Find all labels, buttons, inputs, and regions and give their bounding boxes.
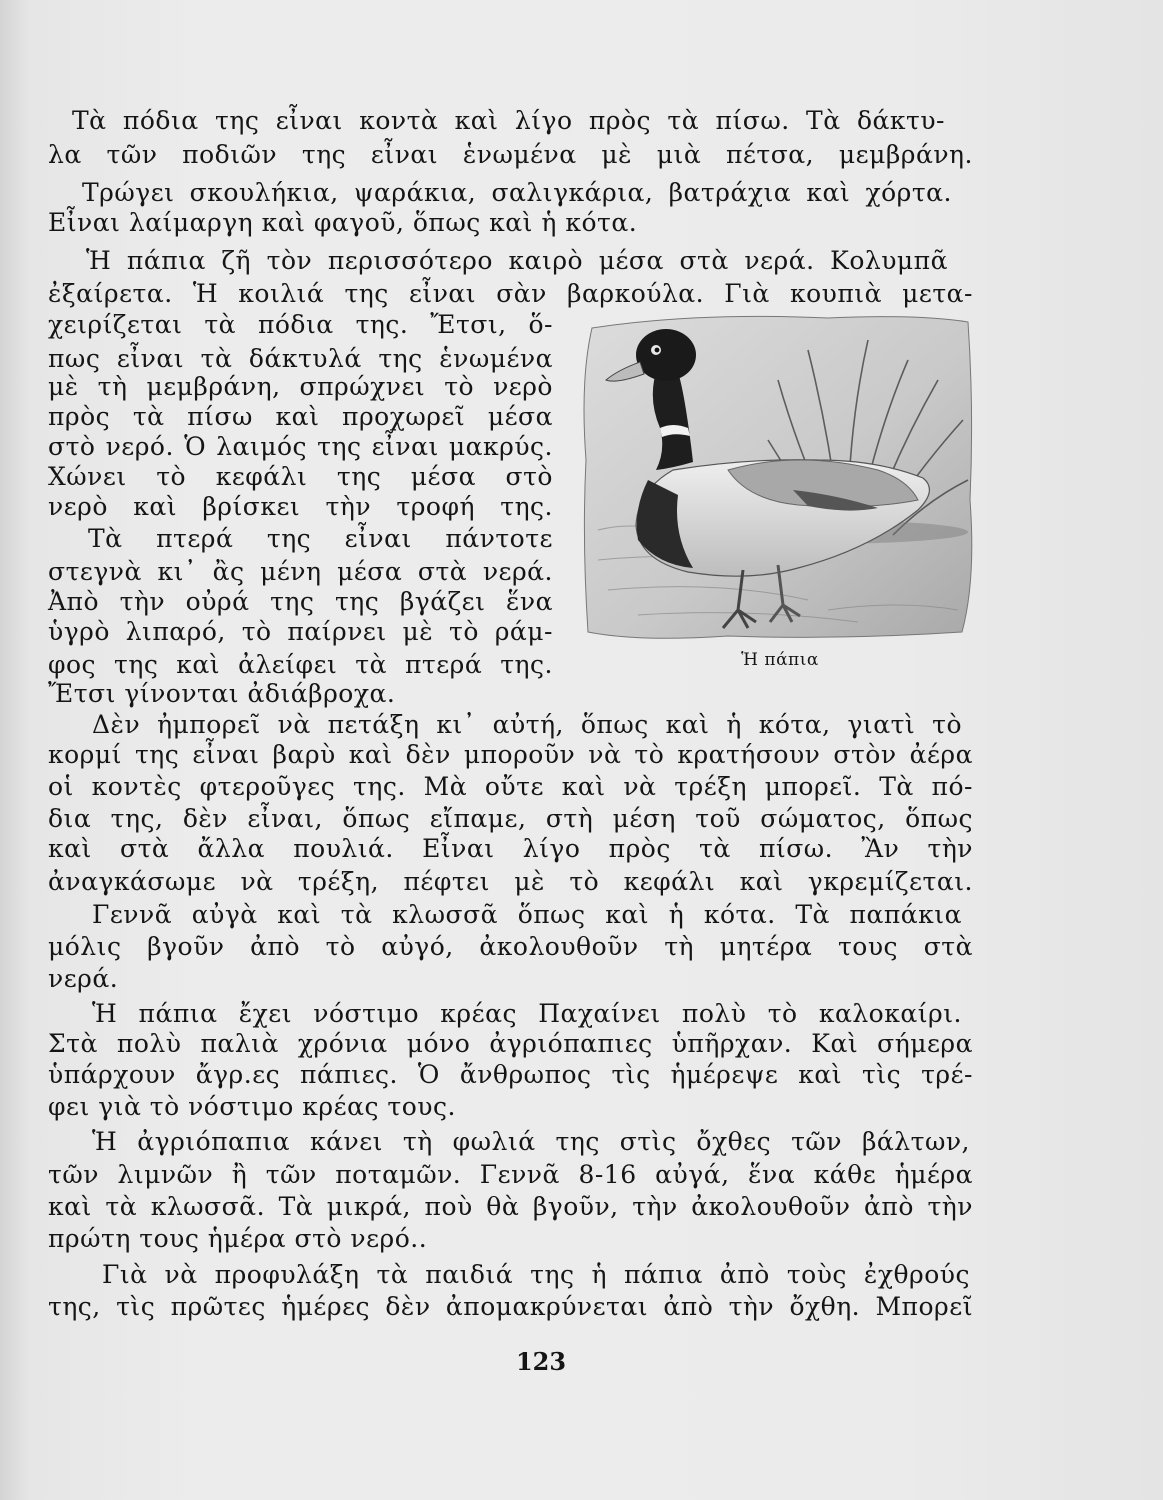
text-line: μόλις βγοῦν ἀπὸ τὸ αὐγό, ἀκολουθοῦν τὴ μητέρα τους στὰ <box>48 932 973 961</box>
text-line: Τρώγει σκουλήκια, ψαράκια, σαλιγκάρια, βατράχια καὶ χόρτα. <box>82 178 952 207</box>
text-line: Γεννᾶ αὐγὰ καὶ τὰ κλωσσᾶ ὅπως καὶ ἡ κότα. Τὰ παπάκια <box>92 900 962 929</box>
text-line: νερὸ καὶ βρίσκει τὴν τροφή της. <box>48 492 553 521</box>
figure-caption: Ἡ πάπια <box>741 650 819 670</box>
text-line: ἐξαίρετα. Ἡ κοιλιά της εἶναι σὰν βαρκούλα. Γιὰ κουπιὰ μετα- <box>48 279 973 308</box>
text-line: Ἡ ἀγριόπαπια κάνει τὴ φωλιά της στὶς ὄχθες τῶν βάλτων, <box>92 1127 970 1156</box>
text-line: οἱ κοντὲς φτεροῦγες της. Μὰ οὔτε καὶ νὰ τρέξη μπορεῖ. Τὰ πό- <box>48 772 973 801</box>
text-line: μὲ τὴ μεμβράνη, σπρώχνει τὸ νερὸ <box>48 372 553 401</box>
text-line: Τὰ πτερά της εἶναι πάντοτε <box>88 524 553 553</box>
text-line: ὑγρὸ λιπαρό, τὸ παίρνει μὲ τὸ ράμ- <box>48 617 553 646</box>
text-line: φος της καὶ ἀλείφει τὰ πτερά της. <box>48 650 553 679</box>
text-line: στεγνὰ κι᾽ ἂς μένη μέσα στὰ νερά. <box>48 557 553 586</box>
text-line: καὶ στὰ ἄλλα πουλιά. Εἶναι λίγο πρὸς τὰ πίσω. Ἂν τὴν <box>48 834 973 863</box>
text-line: Χώνει τὸ κεφάλι της μέσα στὸ <box>48 462 553 491</box>
text-line: καὶ τὰ κλωσσᾶ. Τὰ μικρά, ποὺ θὰ βγοῦν, τὴν ἀκολουθοῦν ἀπὸ τὴν <box>48 1192 973 1221</box>
text-line: πρὸς τὰ πίσω καὶ προχωρεῖ μέσα <box>48 402 553 431</box>
text-line: στὸ νερό. Ὁ λαιμός της εἶναι μακρύς. <box>48 432 553 461</box>
text-line: Ἡ πάπια ζῆ τὸν περισσότερο καιρὸ μέσα στὰ νερά. Κολυμπᾶ <box>86 246 948 275</box>
text-line: χειρίζεται τὰ πόδια της. Ἔτσι, ὅ- <box>48 310 553 339</box>
text-line: της, τὶς πρῶτες ἡμέρες δὲν ἀπομακρύνεται ἀπὸ τὴν ὄχθη. Μπορεῖ <box>48 1292 973 1321</box>
text-line: λα τῶν ποδιῶν της εἶναι ἑνωμένα μὲ μιὰ πέτσα, μεμβράνη. <box>48 140 973 169</box>
text-line: Ἀπὸ τὴν οὐρά της της βγάζει ἕνα <box>48 587 553 616</box>
text-line: πως εἶναι τὰ δάκτυλά της ἑνωμένα <box>48 344 553 373</box>
text-line: Γιὰ νὰ προφυλάξη τὰ παιδιά της ἡ πάπια ἀπὸ τοὺς ἐχθρούς <box>102 1260 970 1289</box>
text-line: τῶν λιμνῶν ἢ τῶν ποταμῶν. Γεννᾶ 8-16 αὐγά, ἕνα κάθε ἡμέρα <box>48 1160 973 1189</box>
text-line: κορμί της εἶναι βαρὺ καὶ δὲν μποροῦν νὰ τὸ κρατήσουν στὸν ἀέρα <box>48 740 973 769</box>
text-line: ὑπάρχουν ἄγρ.ες πάπιες. Ὁ ἄνθρωπος τὶς ἡμέρεψε καὶ τὶς τρέ- <box>48 1060 973 1089</box>
text-line: πρώτη τους ἡμέρα στὸ νερό.. <box>48 1224 428 1253</box>
text-line: ἀναγκάσωμε νὰ τρέξη, πέφτει μὲ τὸ κεφάλι καὶ γκρεμίζεται. <box>48 867 973 896</box>
duck-illustration <box>578 310 976 642</box>
text-line: Στὰ πολὺ παλιὰ χρόνια μόνο ἀγριόπαπιες ὑπῆρχαν. Καὶ σήμερα <box>48 1029 973 1058</box>
page-number: 123 <box>515 1347 567 1376</box>
text-line: Ἔτσι γίνονται ἀδιάβροχα. <box>48 679 396 708</box>
text-line: Δὲν ἠμπορεῖ νὰ πετάξη κι᾽ αὐτή, ὅπως καὶ ἡ κότα, γιατὶ τὸ <box>92 710 962 739</box>
text-line: δια της, δὲν εἶναι, ὅπως εἴπαμε, στὴ μέση τοῦ σώματος, ὅπως <box>48 804 973 833</box>
text-line: Εἶναι λαίμαργη καὶ φαγοῦ, ὅπως καὶ ἡ κότα. <box>48 208 638 237</box>
text-line: νερά. <box>48 964 119 993</box>
text-line: Τὰ πόδια της εἶναι κοντὰ καὶ λίγο πρὸς τὰ πίσω. Τὰ δάκτυ- <box>72 106 945 135</box>
text-line: φει γιὰ τὸ νόστιμο κρέας τους. <box>48 1092 456 1121</box>
text-line: Ἡ πάπια ἔχει νόστιμο κρέας Παχαίνει πολὺ τὸ καλοκαίρι. <box>92 999 962 1028</box>
